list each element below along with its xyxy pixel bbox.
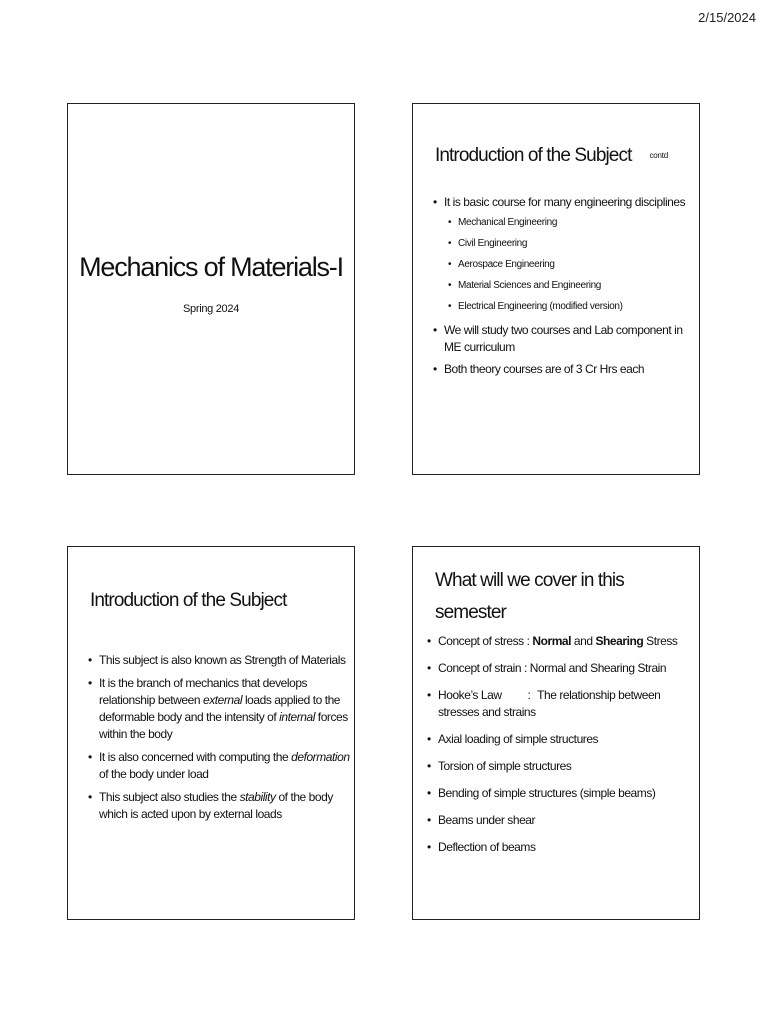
bullet-text: forces within the body (99, 710, 348, 741)
slide-subtitle: Spring 2024 (182, 303, 240, 315)
sub-bullet-item: • Electrical Engineering (modified version) (448, 296, 695, 317)
emphasis-text: Shearing (595, 634, 644, 648)
slide-thumbnail-2[interactable] (412, 103, 700, 475)
bullet-item (427, 660, 697, 677)
sub-bullet-item: • Material Sciences and Engineering (448, 275, 695, 296)
bullet-text: Normal and Shearing Strain (529, 661, 667, 675)
bullet-item: • Beams under shear (427, 812, 697, 829)
slide-thumbnail-4[interactable] (412, 546, 700, 920)
bullet-text: It is also concerned with computing the (99, 750, 292, 764)
slide-title: Mechanics of Materials-I (79, 252, 343, 282)
bullet-item: • Torsion of simple structures (427, 758, 697, 775)
bullet-text: The relationship between stresses and strains (438, 688, 661, 719)
bullet-item: • Deflection of beams (427, 839, 697, 856)
bullet-item: • This subject is also known as Strength of Materials (88, 652, 350, 669)
bullet-text: It is the branch of mechanics that develops relationship between (99, 676, 308, 707)
sub-bullet-item: • Civil Engineering (448, 233, 695, 254)
slide-thumbnail-3[interactable] (67, 546, 355, 920)
bullet-text: This subject also studies the (99, 790, 240, 804)
bullet-text: loads applied to the deformable body and the intensity of (99, 693, 341, 724)
bullet-list (433, 194, 695, 383)
sub-bullet-item: • Aerospace Engineering (448, 254, 695, 275)
bullet-text: Stress (643, 634, 678, 648)
bullet-item: • Axial loading of simple structures (427, 731, 697, 748)
bullet-item (433, 194, 695, 317)
bullet-item (88, 675, 350, 743)
bullet-item (427, 687, 697, 721)
bullet-text: It is basic course for many engineering disciplines (444, 195, 686, 209)
bullet-list (88, 652, 350, 829)
slide-title: What will we cover in this semester (435, 570, 624, 623)
page-date: 2/15/2024 (698, 10, 756, 25)
continued-note: contd (649, 150, 669, 160)
emphasis-text: external (202, 693, 243, 707)
bullet-text: of the body under load (99, 767, 209, 781)
bullet-item: • Bending of simple structures (simple beams) (427, 785, 697, 802)
slide-title: Introduction of the Subject (90, 590, 287, 611)
bullet-label: Concept of strain : (438, 661, 527, 675)
emphasis-text: Normal (532, 634, 572, 648)
bullet-label: Hooke’s Law (438, 688, 502, 702)
bullet-separator: : (527, 688, 531, 702)
bullet-item (88, 749, 350, 783)
bullet-list (427, 633, 697, 866)
bullet-item (88, 789, 350, 823)
slide-title (435, 144, 668, 169)
bullet-text: of the body which is acted upon by external loads (99, 790, 333, 821)
emphasis-text: deformation (291, 750, 350, 764)
bullet-item: • We will study two courses and Lab component in ME curriculum (433, 322, 695, 356)
sub-bullet-list (444, 212, 695, 317)
bullet-item (427, 633, 697, 650)
bullet-label: Concept of stress : (438, 634, 530, 648)
emphasis-text: internal (279, 710, 315, 724)
slide-thumbnail-1[interactable] (67, 103, 355, 475)
slide-title-text: Introduction of the Subject (435, 145, 632, 166)
emphasis-text: stability (239, 790, 276, 804)
sub-bullet-item: • Mechanical Engineering (448, 212, 695, 233)
bullet-item: • Both theory courses are of 3 Cr Hrs each (433, 361, 695, 378)
bullet-text: and (571, 634, 596, 648)
